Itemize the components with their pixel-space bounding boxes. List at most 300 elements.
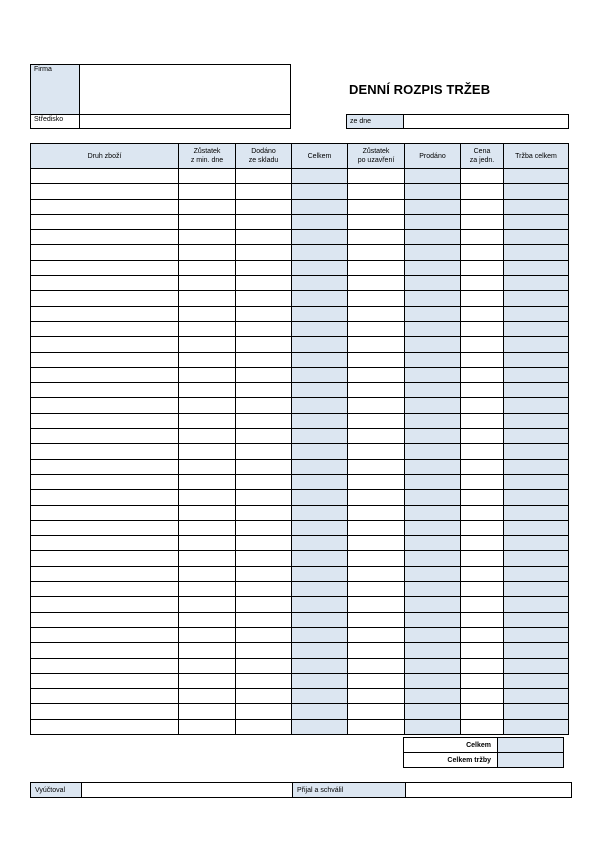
table-cell[interactable]	[179, 551, 236, 566]
table-cell[interactable]	[504, 658, 569, 673]
table-cell[interactable]	[179, 184, 236, 199]
table-cell[interactable]	[31, 582, 179, 597]
table-cell[interactable]	[236, 199, 292, 214]
table-cell[interactable]	[405, 719, 461, 734]
table-cell[interactable]	[461, 276, 504, 291]
table-cell[interactable]	[236, 260, 292, 275]
table-cell[interactable]	[31, 398, 179, 413]
table-cell[interactable]	[236, 627, 292, 642]
table-cell[interactable]	[504, 184, 569, 199]
table-cell[interactable]	[292, 612, 348, 627]
table-cell[interactable]	[31, 505, 179, 520]
table-cell[interactable]	[348, 597, 405, 612]
table-cell[interactable]	[292, 444, 348, 459]
table-cell[interactable]	[461, 474, 504, 489]
table-cell[interactable]	[348, 689, 405, 704]
table-cell[interactable]	[292, 413, 348, 428]
table-cell[interactable]	[236, 245, 292, 260]
table-cell[interactable]	[236, 566, 292, 581]
table-cell[interactable]	[348, 184, 405, 199]
table-cell[interactable]	[348, 673, 405, 688]
table-cell[interactable]	[348, 536, 405, 551]
table-cell[interactable]	[236, 551, 292, 566]
table-cell[interactable]	[179, 169, 236, 184]
table-cell[interactable]	[236, 398, 292, 413]
table-cell[interactable]	[348, 612, 405, 627]
table-cell[interactable]	[31, 260, 179, 275]
table-cell[interactable]	[504, 291, 569, 306]
table-cell[interactable]	[504, 474, 569, 489]
table-cell[interactable]	[236, 459, 292, 474]
table-cell[interactable]	[504, 337, 569, 352]
table-cell[interactable]	[292, 627, 348, 642]
table-cell[interactable]	[31, 520, 179, 535]
table-cell[interactable]	[348, 704, 405, 719]
table-cell[interactable]	[31, 337, 179, 352]
table-cell[interactable]	[236, 536, 292, 551]
table-cell[interactable]	[461, 597, 504, 612]
table-cell[interactable]	[179, 429, 236, 444]
table-cell[interactable]	[461, 444, 504, 459]
table-cell[interactable]	[461, 719, 504, 734]
table-cell[interactable]	[461, 673, 504, 688]
table-cell[interactable]	[405, 673, 461, 688]
table-cell[interactable]	[348, 245, 405, 260]
table-cell[interactable]	[461, 245, 504, 260]
table-cell[interactable]	[504, 490, 569, 505]
table-cell[interactable]	[504, 719, 569, 734]
table-cell[interactable]	[504, 459, 569, 474]
table-cell[interactable]	[405, 597, 461, 612]
table-cell[interactable]	[405, 490, 461, 505]
table-cell[interactable]	[292, 337, 348, 352]
table-cell[interactable]	[292, 704, 348, 719]
table-cell[interactable]	[504, 230, 569, 245]
table-cell[interactable]	[461, 627, 504, 642]
table-cell[interactable]	[504, 520, 569, 535]
table-cell[interactable]	[405, 276, 461, 291]
table-cell[interactable]	[236, 169, 292, 184]
table-cell[interactable]	[405, 444, 461, 459]
table-cell[interactable]	[236, 444, 292, 459]
table-cell[interactable]	[292, 276, 348, 291]
table-cell[interactable]	[348, 474, 405, 489]
table-cell[interactable]	[405, 352, 461, 367]
table-cell[interactable]	[179, 337, 236, 352]
table-cell[interactable]	[236, 719, 292, 734]
table-cell[interactable]	[179, 520, 236, 535]
table-cell[interactable]	[348, 383, 405, 398]
table-cell[interactable]	[348, 398, 405, 413]
table-cell[interactable]	[405, 306, 461, 321]
table-cell[interactable]	[236, 214, 292, 229]
table-cell[interactable]	[461, 551, 504, 566]
table-cell[interactable]	[348, 169, 405, 184]
table-cell[interactable]	[31, 367, 179, 382]
table-cell[interactable]	[405, 704, 461, 719]
table-cell[interactable]	[504, 566, 569, 581]
table-cell[interactable]	[179, 597, 236, 612]
table-cell[interactable]	[292, 398, 348, 413]
table-cell[interactable]	[31, 214, 179, 229]
table-cell[interactable]	[292, 199, 348, 214]
table-cell[interactable]	[179, 582, 236, 597]
table-cell[interactable]	[236, 383, 292, 398]
table-cell[interactable]	[292, 474, 348, 489]
table-cell[interactable]	[179, 245, 236, 260]
table-cell[interactable]	[504, 199, 569, 214]
table-cell[interactable]	[461, 321, 504, 336]
table-cell[interactable]	[461, 169, 504, 184]
table-cell[interactable]	[504, 398, 569, 413]
table-cell[interactable]	[461, 505, 504, 520]
table-cell[interactable]	[348, 321, 405, 336]
table-cell[interactable]	[405, 536, 461, 551]
table-cell[interactable]	[292, 260, 348, 275]
prijal-field[interactable]	[406, 783, 572, 798]
table-cell[interactable]	[179, 291, 236, 306]
table-cell[interactable]	[348, 520, 405, 535]
table-cell[interactable]	[236, 582, 292, 597]
table-cell[interactable]	[504, 551, 569, 566]
table-cell[interactable]	[405, 505, 461, 520]
table-cell[interactable]	[504, 214, 569, 229]
ze-dne-field[interactable]	[404, 115, 569, 129]
table-cell[interactable]	[504, 383, 569, 398]
table-cell[interactable]	[179, 658, 236, 673]
table-cell[interactable]	[179, 383, 236, 398]
table-cell[interactable]	[31, 459, 179, 474]
table-cell[interactable]	[292, 321, 348, 336]
table-cell[interactable]	[504, 612, 569, 627]
table-cell[interactable]	[31, 551, 179, 566]
table-cell[interactable]	[348, 444, 405, 459]
table-cell[interactable]	[31, 429, 179, 444]
table-cell[interactable]	[292, 582, 348, 597]
table-cell[interactable]	[348, 551, 405, 566]
table-cell[interactable]	[31, 413, 179, 428]
table-cell[interactable]	[461, 459, 504, 474]
table-cell[interactable]	[31, 169, 179, 184]
table-cell[interactable]	[504, 245, 569, 260]
table-cell[interactable]	[236, 704, 292, 719]
table-cell[interactable]	[179, 566, 236, 581]
table-cell[interactable]	[236, 673, 292, 688]
table-cell[interactable]	[179, 505, 236, 520]
table-cell[interactable]	[504, 352, 569, 367]
table-cell[interactable]	[405, 643, 461, 658]
table-cell[interactable]	[405, 260, 461, 275]
table-cell[interactable]	[31, 199, 179, 214]
table-cell[interactable]	[31, 444, 179, 459]
table-cell[interactable]	[348, 413, 405, 428]
table-cell[interactable]	[504, 321, 569, 336]
table-cell[interactable]	[179, 612, 236, 627]
table-cell[interactable]	[348, 367, 405, 382]
table-cell[interactable]	[292, 551, 348, 566]
table-cell[interactable]	[292, 520, 348, 535]
table-cell[interactable]	[348, 719, 405, 734]
table-cell[interactable]	[292, 367, 348, 382]
table-cell[interactable]	[179, 214, 236, 229]
table-cell[interactable]	[31, 643, 179, 658]
table-cell[interactable]	[292, 214, 348, 229]
table-cell[interactable]	[461, 199, 504, 214]
table-cell[interactable]	[461, 184, 504, 199]
table-cell[interactable]	[405, 184, 461, 199]
table-cell[interactable]	[461, 536, 504, 551]
table-cell[interactable]	[179, 627, 236, 642]
table-cell[interactable]	[461, 398, 504, 413]
table-cell[interactable]	[348, 643, 405, 658]
table-cell[interactable]	[348, 230, 405, 245]
table-cell[interactable]	[292, 352, 348, 367]
table-cell[interactable]	[405, 321, 461, 336]
table-cell[interactable]	[348, 337, 405, 352]
table-cell[interactable]	[461, 490, 504, 505]
table-cell[interactable]	[31, 719, 179, 734]
table-cell[interactable]	[236, 612, 292, 627]
table-cell[interactable]	[179, 413, 236, 428]
table-cell[interactable]	[179, 459, 236, 474]
table-cell[interactable]	[504, 673, 569, 688]
table-cell[interactable]	[179, 306, 236, 321]
table-cell[interactable]	[179, 474, 236, 489]
table-cell[interactable]	[31, 230, 179, 245]
table-cell[interactable]	[461, 306, 504, 321]
table-cell[interactable]	[405, 582, 461, 597]
table-cell[interactable]	[292, 490, 348, 505]
table-cell[interactable]	[461, 689, 504, 704]
table-cell[interactable]	[292, 719, 348, 734]
table-cell[interactable]	[405, 291, 461, 306]
table-cell[interactable]	[292, 230, 348, 245]
table-cell[interactable]	[31, 490, 179, 505]
table-cell[interactable]	[504, 597, 569, 612]
table-cell[interactable]	[31, 306, 179, 321]
table-cell[interactable]	[236, 490, 292, 505]
table-cell[interactable]	[348, 276, 405, 291]
table-cell[interactable]	[348, 352, 405, 367]
table-cell[interactable]	[292, 566, 348, 581]
table-cell[interactable]	[31, 627, 179, 642]
table-cell[interactable]	[236, 276, 292, 291]
table-cell[interactable]	[236, 306, 292, 321]
table-cell[interactable]	[292, 673, 348, 688]
celkem-field[interactable]	[498, 738, 564, 753]
table-cell[interactable]	[236, 321, 292, 336]
table-cell[interactable]	[348, 505, 405, 520]
table-cell[interactable]	[348, 429, 405, 444]
table-cell[interactable]	[348, 291, 405, 306]
table-cell[interactable]	[405, 474, 461, 489]
table-cell[interactable]	[236, 184, 292, 199]
table-cell[interactable]	[504, 505, 569, 520]
table-cell[interactable]	[405, 199, 461, 214]
table-cell[interactable]	[405, 689, 461, 704]
table-cell[interactable]	[461, 260, 504, 275]
celkem-trzby-field[interactable]	[498, 753, 564, 768]
table-cell[interactable]	[504, 689, 569, 704]
table-cell[interactable]	[236, 520, 292, 535]
table-cell[interactable]	[236, 230, 292, 245]
table-cell[interactable]	[31, 689, 179, 704]
table-cell[interactable]	[348, 566, 405, 581]
table-cell[interactable]	[405, 230, 461, 245]
table-cell[interactable]	[461, 352, 504, 367]
table-cell[interactable]	[348, 490, 405, 505]
table-cell[interactable]	[405, 169, 461, 184]
table-cell[interactable]	[348, 658, 405, 673]
table-cell[interactable]	[292, 429, 348, 444]
table-cell[interactable]	[405, 245, 461, 260]
table-cell[interactable]	[31, 245, 179, 260]
table-cell[interactable]	[348, 260, 405, 275]
table-cell[interactable]	[405, 337, 461, 352]
table-cell[interactable]	[405, 367, 461, 382]
table-cell[interactable]	[461, 582, 504, 597]
table-cell[interactable]	[31, 566, 179, 581]
table-cell[interactable]	[461, 612, 504, 627]
table-cell[interactable]	[405, 658, 461, 673]
table-cell[interactable]	[405, 214, 461, 229]
table-cell[interactable]	[461, 337, 504, 352]
table-cell[interactable]	[31, 704, 179, 719]
stredisko-field[interactable]	[80, 115, 291, 129]
table-cell[interactable]	[292, 597, 348, 612]
table-cell[interactable]	[504, 367, 569, 382]
table-cell[interactable]	[348, 582, 405, 597]
table-cell[interactable]	[31, 352, 179, 367]
table-cell[interactable]	[236, 367, 292, 382]
table-cell[interactable]	[179, 199, 236, 214]
table-cell[interactable]	[504, 306, 569, 321]
table-cell[interactable]	[405, 383, 461, 398]
table-cell[interactable]	[179, 352, 236, 367]
table-cell[interactable]	[292, 169, 348, 184]
table-cell[interactable]	[31, 291, 179, 306]
table-cell[interactable]	[292, 459, 348, 474]
table-cell[interactable]	[179, 260, 236, 275]
table-cell[interactable]	[461, 230, 504, 245]
table-cell[interactable]	[179, 321, 236, 336]
table-cell[interactable]	[461, 429, 504, 444]
table-cell[interactable]	[461, 214, 504, 229]
table-cell[interactable]	[31, 474, 179, 489]
table-cell[interactable]	[405, 413, 461, 428]
table-cell[interactable]	[236, 352, 292, 367]
table-cell[interactable]	[348, 214, 405, 229]
table-cell[interactable]	[31, 612, 179, 627]
table-cell[interactable]	[405, 566, 461, 581]
table-cell[interactable]	[179, 673, 236, 688]
table-cell[interactable]	[179, 444, 236, 459]
table-cell[interactable]	[179, 719, 236, 734]
table-cell[interactable]	[348, 459, 405, 474]
table-cell[interactable]	[179, 536, 236, 551]
vyuctoval-field[interactable]	[82, 783, 293, 798]
table-cell[interactable]	[236, 505, 292, 520]
table-cell[interactable]	[292, 291, 348, 306]
table-cell[interactable]	[236, 413, 292, 428]
table-cell[interactable]	[461, 291, 504, 306]
table-cell[interactable]	[461, 413, 504, 428]
table-cell[interactable]	[31, 658, 179, 673]
table-cell[interactable]	[292, 658, 348, 673]
table-cell[interactable]	[504, 536, 569, 551]
table-cell[interactable]	[504, 260, 569, 275]
table-cell[interactable]	[179, 230, 236, 245]
table-cell[interactable]	[179, 704, 236, 719]
table-cell[interactable]	[348, 306, 405, 321]
table-cell[interactable]	[31, 536, 179, 551]
table-cell[interactable]	[461, 704, 504, 719]
table-cell[interactable]	[405, 459, 461, 474]
table-cell[interactable]	[179, 490, 236, 505]
table-cell[interactable]	[292, 184, 348, 199]
table-cell[interactable]	[504, 429, 569, 444]
table-cell[interactable]	[179, 276, 236, 291]
table-cell[interactable]	[405, 551, 461, 566]
table-cell[interactable]	[31, 184, 179, 199]
table-cell[interactable]	[236, 429, 292, 444]
table-cell[interactable]	[504, 627, 569, 642]
table-cell[interactable]	[236, 597, 292, 612]
table-cell[interactable]	[292, 505, 348, 520]
table-cell[interactable]	[236, 643, 292, 658]
table-cell[interactable]	[504, 643, 569, 658]
table-cell[interactable]	[292, 245, 348, 260]
table-cell[interactable]	[405, 520, 461, 535]
table-cell[interactable]	[292, 643, 348, 658]
table-cell[interactable]	[31, 276, 179, 291]
table-cell[interactable]	[405, 429, 461, 444]
table-cell[interactable]	[405, 612, 461, 627]
table-cell[interactable]	[179, 689, 236, 704]
table-cell[interactable]	[504, 413, 569, 428]
table-cell[interactable]	[461, 643, 504, 658]
table-cell[interactable]	[292, 306, 348, 321]
firma-field[interactable]	[80, 65, 291, 115]
table-cell[interactable]	[461, 367, 504, 382]
table-cell[interactable]	[504, 169, 569, 184]
table-cell[interactable]	[179, 398, 236, 413]
table-cell[interactable]	[179, 367, 236, 382]
table-cell[interactable]	[31, 321, 179, 336]
table-cell[interactable]	[504, 704, 569, 719]
table-cell[interactable]	[236, 474, 292, 489]
table-cell[interactable]	[179, 643, 236, 658]
table-cell[interactable]	[236, 291, 292, 306]
table-cell[interactable]	[236, 689, 292, 704]
table-cell[interactable]	[461, 566, 504, 581]
table-cell[interactable]	[292, 689, 348, 704]
table-cell[interactable]	[31, 597, 179, 612]
table-cell[interactable]	[504, 582, 569, 597]
table-cell[interactable]	[461, 658, 504, 673]
table-cell[interactable]	[31, 673, 179, 688]
table-cell[interactable]	[236, 337, 292, 352]
table-cell[interactable]	[348, 199, 405, 214]
table-cell[interactable]	[31, 383, 179, 398]
table-cell[interactable]	[292, 536, 348, 551]
table-cell[interactable]	[236, 658, 292, 673]
table-cell[interactable]	[405, 398, 461, 413]
table-cell[interactable]	[504, 276, 569, 291]
table-cell[interactable]	[461, 520, 504, 535]
table-cell[interactable]	[405, 627, 461, 642]
table-cell[interactable]	[461, 383, 504, 398]
